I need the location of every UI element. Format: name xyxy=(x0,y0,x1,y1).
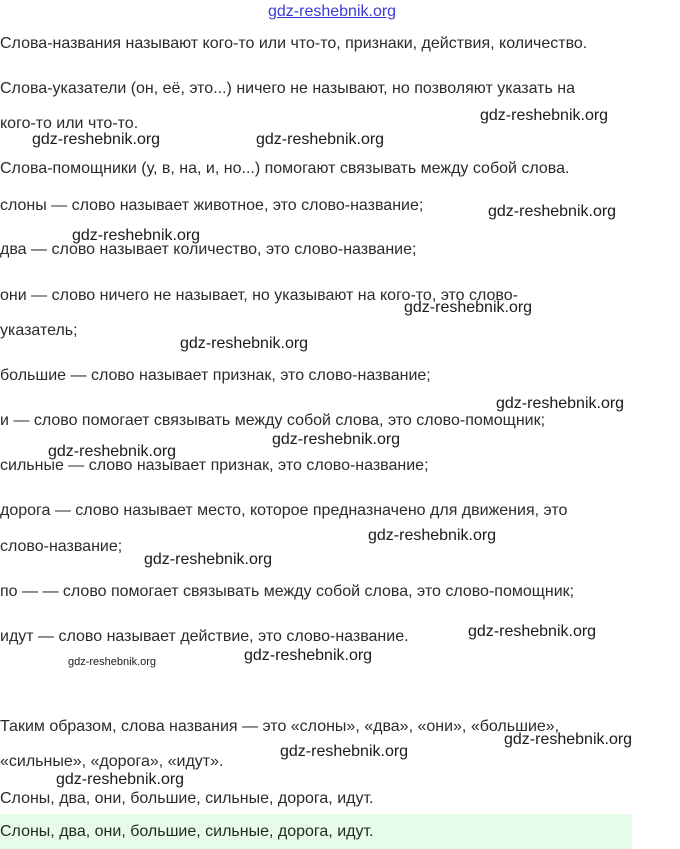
answer-box xyxy=(0,814,632,849)
watermark: gdz-reshebnik.org xyxy=(504,731,633,748)
text-line-11: сильные — слово называет признак, это слово-название; xyxy=(0,457,429,474)
watermark-small: gdz-reshebnik.org xyxy=(68,656,157,668)
watermark: gdz-reshebnik.org xyxy=(256,131,385,148)
text-line-15: идут — слово называет действие, это слово-название. xyxy=(0,628,409,645)
watermark: gdz-reshebnik.org xyxy=(144,551,273,568)
text-line-9: большие — слово называет признак, это слово-название; xyxy=(0,367,431,384)
text-line-16: Таким образом, слова названия — это «слоны», «два», «они», «большие», xyxy=(0,718,560,735)
watermark: gdz-reshebnik.org xyxy=(272,431,401,448)
watermark: gdz-reshebnik.org xyxy=(180,335,309,352)
watermark: gdz-reshebnik.org xyxy=(468,623,597,640)
watermark: gdz-reshebnik.org xyxy=(480,107,609,124)
watermark: gdz-reshebnik.org xyxy=(56,771,185,788)
text-line-8: указатель; xyxy=(0,322,78,339)
text-line-7: они — слово ничего не называет, но указывают на кого-то, это слово- xyxy=(0,287,518,304)
watermark: gdz-reshebnik.org xyxy=(488,203,617,220)
text-line-5: слоны — слово называет животное, это слово-название; xyxy=(0,197,424,214)
text-line-1: Слова-названия называют кого-то или что-то, признаки, действия, количество. xyxy=(0,35,588,52)
answer-text: Слоны, два, они, большие, сильные, дорога, идут. xyxy=(0,823,374,840)
watermark: gdz-reshebnik.org xyxy=(32,131,161,148)
text-line-13: слово-название; xyxy=(0,538,123,555)
text-line-14: по — — слово помогает связывать между собой слова, это слово-помощник; xyxy=(0,583,575,600)
text-line-4: Слова-помощники (у, в, на, и, но...) помогают связывать между собой слова. xyxy=(0,160,570,177)
watermark: gdz-reshebnik.org xyxy=(72,227,201,244)
header-site-link[interactable]: gdz-reshebnik.org xyxy=(268,3,397,20)
text-line-10: и — слово помогает связывать между собой слова, это слово-помощник; xyxy=(0,412,546,429)
text-line-18: Слоны, два, они, большие, сильные, дорога, идут. xyxy=(0,790,374,807)
text-line-2: Слова-указатели (он, её, это...) ничего не называют, но позволяют указать на xyxy=(0,80,576,97)
watermark: gdz-reshebnik.org xyxy=(280,743,409,760)
watermark: gdz-reshebnik.org xyxy=(244,647,373,664)
watermark: gdz-reshebnik.org xyxy=(368,527,497,544)
watermark: gdz-reshebnik.org xyxy=(404,299,533,316)
text-line-12: дорога — слово называет место, которое предназначено для движения, это xyxy=(0,502,568,519)
text-line-17: «сильные», «дорога», «идут». xyxy=(0,753,224,770)
watermark: gdz-reshebnik.org xyxy=(48,443,177,460)
text-line-6: два — слово называет количество, это слово-название; xyxy=(0,241,417,258)
watermark: gdz-reshebnik.org xyxy=(496,395,625,412)
text-line-3: кого-то или что-то. xyxy=(0,115,139,132)
